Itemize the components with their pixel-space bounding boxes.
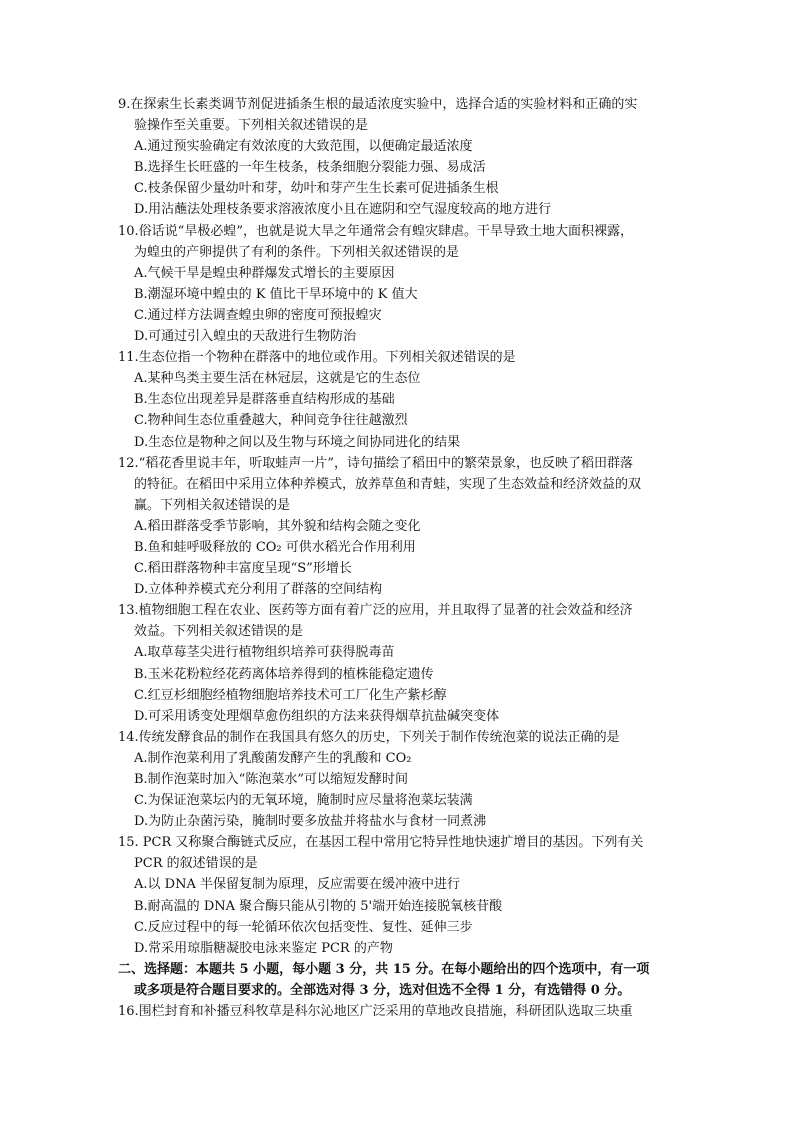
option-b: B.潮湿环境中蝗虫的 K 值比干旱环境中的 K 值大 <box>134 286 418 302</box>
option-a: A.稻田群落受季节影响，其外貌和结构会随之变化 <box>134 518 421 534</box>
option-d: D.可采用诱变处理烟草愈伤组织的方法来获得烟草抗盐碱突变体 <box>134 708 500 724</box>
question-15 <box>118 832 682 959</box>
option-c: C.反应过程中的每一轮循环依次包括变性、复性、延伸三步 <box>134 919 473 935</box>
question-stem: 的特征。在稻田中采用立体种养模式，放养草鱼和青蛙，实现了生态效益和经济效益的双 <box>134 476 642 492</box>
option-c: C.物种间生态位重叠越大，种间竞争往往越激烈 <box>134 413 408 429</box>
option-d: D.可通过引入蝗虫的天敌进行生物防治 <box>134 329 357 345</box>
question-stem: 效益。下列相关叙述错误的是 <box>134 624 304 640</box>
option-c: C.红豆杉细胞经植物细胞培养技术可工厂化生产紫杉醇 <box>134 687 447 703</box>
option-d: D.生态位是物种之间以及生物与环境之间协同进化的结果 <box>134 434 461 450</box>
option-a: A.通过预实验确定有效浓度的大致范围，以便确定最适浓度 <box>134 139 473 155</box>
question-stem: PCR 的叙述错误的是 <box>134 856 258 872</box>
question-12 <box>118 453 682 601</box>
question-9 <box>118 94 682 221</box>
question-stem: 15. PCR 又称聚合酶链式反应，在基因工程中常用它特异性地快速扩增目的基因。下列有关 <box>118 835 644 851</box>
option-d: D.常采用琼脂糖凝胶电泳来鉴定 PCR 的产物 <box>134 940 393 956</box>
option-a: A.气候干旱是蝗虫种群爆发式增长的主要原因 <box>134 265 395 281</box>
option-b: B.耐高温的 DNA 聚合酶只能从引物的 5'端开始连接脱氧核苷酸 <box>134 898 503 914</box>
exam-page <box>118 94 682 1022</box>
question-stem: 14.传统发酵食品的制作在我国具有悠久的历史，下列关于制作传统泡菜的说法正确的是 <box>118 729 620 745</box>
option-d: D.用沾蘸法处理枝条要求溶液浓度小且在遮阴和空气湿度较高的地方进行 <box>134 202 552 218</box>
option-b: B.鱼和蛙呼吸释放的 CO₂ 可供水稻光合作用利用 <box>134 539 416 555</box>
question-stem: 赢。下列相关叙述错误的是 <box>134 497 291 513</box>
option-a: A.以 DNA 半保留复制为原理，反应需要在缓冲液中进行 <box>134 877 460 893</box>
question-16-stem: 16.围栏封育和补播豆科牧草是科尔沁地区广泛采用的草地改良措施，科研团队选取三块重 <box>118 1004 633 1020</box>
option-c: C.通过样方法调查蝗虫卵的密度可预报蝗灾 <box>134 307 382 323</box>
option-b: B.制作泡菜时加入“陈泡菜水”可以缩短发酵时间 <box>134 772 408 787</box>
question-stem: 11.生态位指一个物种在群落中的地位或作用。下列相关叙述错误的是 <box>118 350 516 366</box>
option-d: D.为防止杂菌污染，腌制时要多放盐并将盐水与食材一同煮沸 <box>134 814 487 830</box>
question-stem: 10.俗话说“旱极必蝗”，也就是说大旱之年通常会有蝗灾肆虐。干旱导致土地大面积裸露， <box>118 223 633 239</box>
question-13 <box>118 600 682 727</box>
section-instructions: 二、选择题：本题共 5 小题，每小题 3 分，共 15 分。在每小题给出的四个选项中，有一项 <box>118 961 650 977</box>
question-stem: 为蝗虫的产卵提供了有利的条件。下列相关叙述错误的是 <box>134 244 460 260</box>
question-stem: 12.“稻花香里说丰年，听取蛙声一片”，诗句描绘了稻田中的繁荣景象，也反映了稻田群落 <box>118 455 633 471</box>
option-b: B.玉米花粉粒经花药离体培养得到的植株能稳定遗传 <box>134 666 434 682</box>
option-a: A.某种鸟类主要生活在林冠层，这就是它的生态位 <box>134 371 421 387</box>
option-b: B.选择生长旺盛的一年生枝条，枝条细胞分裂能力强、易成活 <box>134 160 486 176</box>
option-a: A.取草莓茎尖进行植物组织培养可获得脱毒苗 <box>134 645 395 661</box>
option-c: C.稻田群落物种丰富度呈现“S”形增长 <box>134 561 352 577</box>
question-10 <box>118 221 682 348</box>
section-heading <box>118 959 682 1001</box>
question-11 <box>118 347 682 452</box>
question-stem: 9.在探索生长素类调节剂促进插条生根的最适浓度实验中，选择合适的实验材料和正确的实 <box>118 97 638 112</box>
option-a: A.制作泡菜利用了乳酸菌发酵产生的乳酸和 CO₂ <box>134 750 412 766</box>
option-c: C.为保证泡菜坛内的无氧环境，腌制时应尽量将泡菜坛装满 <box>134 793 473 809</box>
section-instructions: 或多项是符合题目要求的。全部选对得 3 分，选对但选不全得 1 分，有选错得 0 分。 <box>134 982 631 998</box>
question-14 <box>118 727 682 832</box>
question-stem: 验操作至关重要。下列相关叙述错误的是 <box>134 118 369 134</box>
question-stem: 13.植物细胞工程在农业、医药等方面有着广泛的应用，并且取得了显著的社会效益和经济 <box>118 603 633 619</box>
option-d: D.立体种养模式充分利用了群落的空间结构 <box>134 582 383 598</box>
option-b: B.生态位出现差异是群落垂直结构形成的基础 <box>134 392 395 408</box>
option-c: C.枝条保留少量幼叶和芽，幼叶和芽产生生长素可促进插条生根 <box>134 181 499 197</box>
